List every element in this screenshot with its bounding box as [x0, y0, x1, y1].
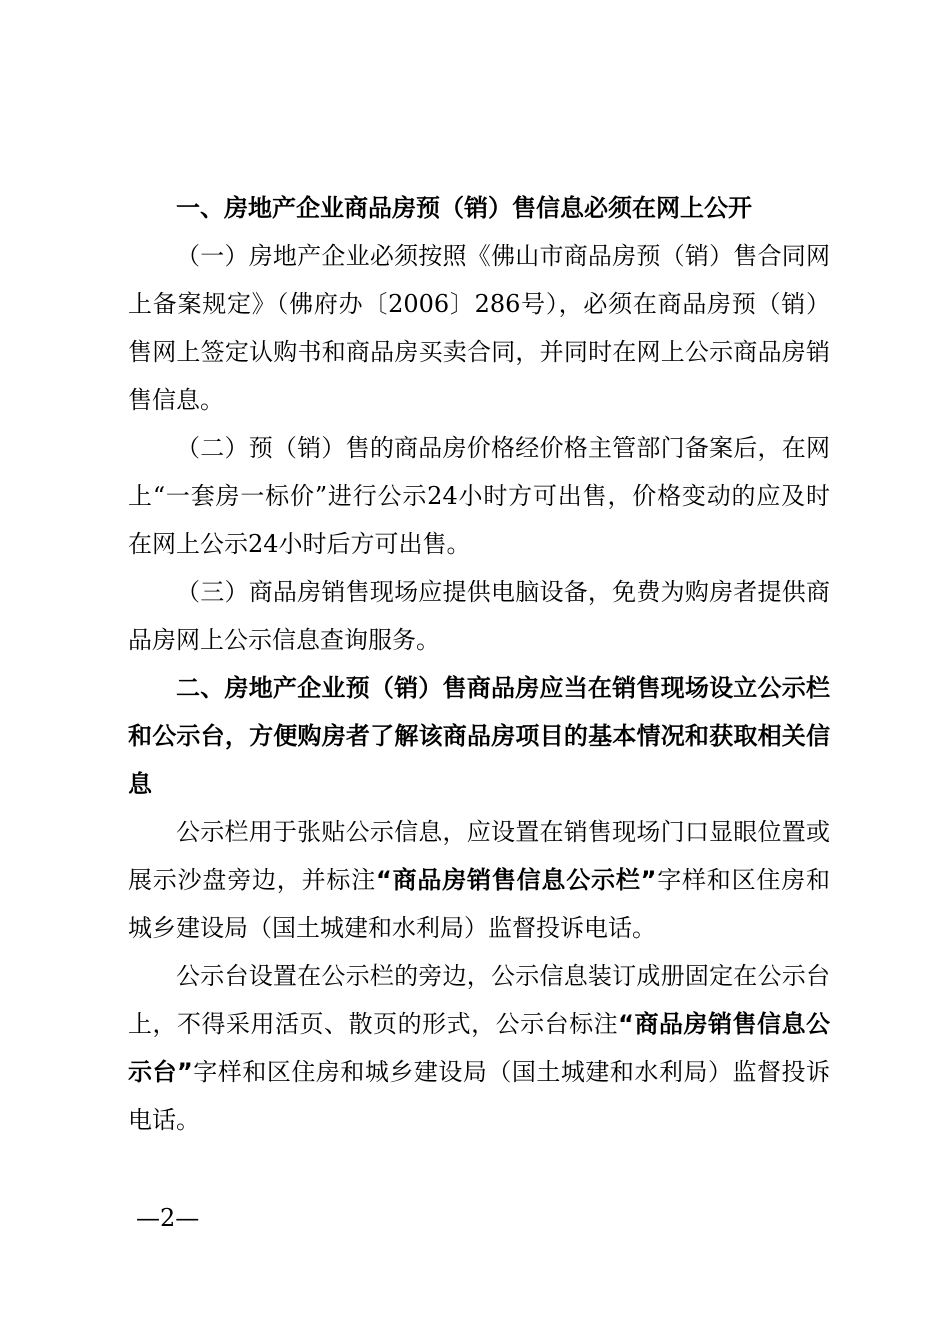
- page-number: —2—: [136, 1204, 200, 1232]
- section2-para1: [128, 808, 830, 952]
- section1-item2: （二）预（销）售的商品房价格经价格主管部门备案后，在网上“一套房一标价”进行公示24小时方可出售，价格变动的应及时在网上公示24小时后方可出售。: [128, 434, 830, 558]
- section2-para1-text-before: 公示栏用于张贴公示信息，应设置在销售现场门口显眼位置或展示沙盘旁边，并标注: [128, 818, 830, 894]
- section2-para2-text-before: 公示台设置在公示栏的旁边，公示信息装订成册固定在公示台上，不得采用活页、散页的形式，公示台标注: [128, 962, 830, 1038]
- document-body: [128, 184, 830, 1144]
- section1-item1: （一）房地产企业必须按照《佛山市商品房预（销）售合同网上备案规定》（佛府办〔2006〕286号），必须在商品房预（销）售网上签定认购书和商品房买卖合同，并同时在网上公示商品房销售信息。: [128, 242, 830, 414]
- section1-item3: （三）商品房销售现场应提供电脑设备，免费为购房者提供商品房网上公示信息查询服务。: [128, 578, 830, 654]
- section2-para1-bold-label: “商品房销售信息公示栏”: [376, 866, 657, 894]
- section2-para1-text-after: 字样和区住房和城乡建设局（国土城建和水利局）监督投诉电话。: [128, 866, 831, 942]
- section2-para2-bold-label: “商品房销售信息公示台”: [128, 1010, 830, 1086]
- section1-heading: 一、房地产企业商品房预（销）售信息必须在网上公开: [176, 194, 752, 222]
- section2-heading: 二、房地产企业预（销）售商品房应当在销售现场设立公示栏和公示台，方便购房者了解该商品房项目的基本情况和获取相关信息: [128, 674, 830, 798]
- section2-para2-text-after: 字样和区住房和城乡建设局（国土城建和水利局）监督投诉电话。: [128, 1058, 830, 1134]
- section2-para2: [128, 952, 830, 1144]
